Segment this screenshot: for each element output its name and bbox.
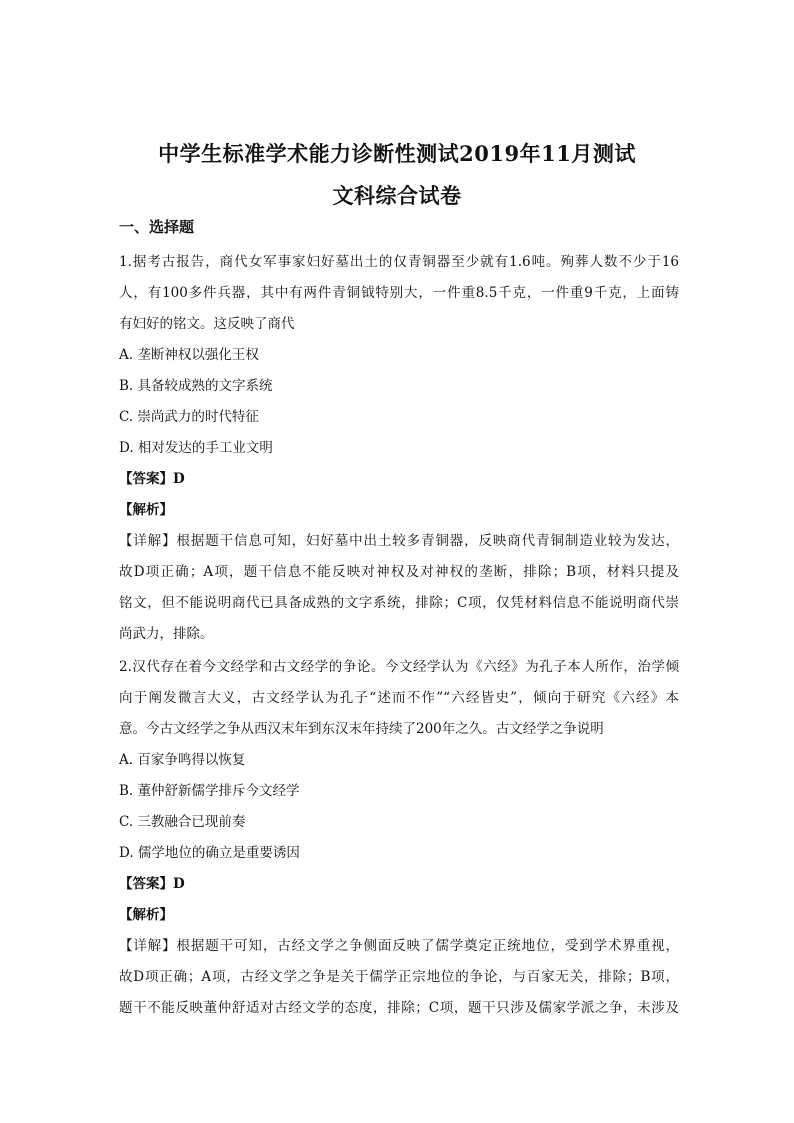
q2-detail-line: 故D项正确；A项，古经文学之争是关于儒学正宗地位的争论，与百家无关，排除；B项， — [119, 969, 679, 985]
q2-stem-line: 2.汉代存在着今文经学和古文经学的争论。今文经学认为《六经》为孔子本人所作，治学倾 — [119, 659, 679, 675]
q1-detail-line: 铭文，但不能说明商代已具备成熟的文字系统，排除；C项，仅凭材料信息不能说明商代崇 — [119, 595, 679, 611]
q1-detail-line: 【详解】根据题干信息可知，妇好墓中出土较多青铜器，反映商代青铜制造业较为发达， — [119, 533, 679, 549]
q2-stem-line: 意。今古文经学之争从西汉末年到东汉末年持续了200年之久。古文经学之争说明 — [119, 721, 604, 737]
q2-option-d: D. 儒学地位的确立是重要诱因 — [119, 845, 300, 861]
q2-stem-line: 向于阐发微言大义，古文经学认为孔子“述而不作”“六经皆史”，倾向于研究《六经》本 — [119, 690, 679, 706]
q1-detail-line: 故D项正确；A项，题干信息不能反映对神权及对神权的垄断，排除；B项，材料只提及 — [119, 564, 679, 580]
q1-stem-line: 1.据考古报告，商代女军事家妇好墓出土的仅青铜器至少就有1.6吨。殉葬人数不少于16 — [119, 254, 679, 270]
q1-option-a: A. 垄断神权以强化王权 — [119, 347, 259, 363]
q1-option-c: C. 崇尚武力的时代特征 — [119, 409, 259, 425]
q1-stem-line: 有妇好的铭文。这反映了商代 — [119, 316, 295, 332]
q2-answer: 【答案】D — [119, 876, 185, 892]
q2-detail-line: 【详解】根据题干可知，古经文学之争侧面反映了儒学奠定正统地位，受到学术界重视， — [119, 938, 679, 954]
q1-option-b: B. 具备较成熟的文字系统 — [119, 378, 273, 394]
q1-detail-line: 尚武力，排除。 — [119, 626, 214, 642]
exam-title: 中学生标准学术能力诊断性测试2019年11月测试 — [158, 141, 636, 166]
q2-option-a: A. 百家争鸣得以恢复 — [119, 752, 246, 768]
q1-stem-line: 人，有100多件兵器，其中有两件青铜钺特别大，一件重8.5千克，一件重9千克，上面铸 — [119, 285, 679, 301]
q2-analysis-label: 【解析】 — [119, 907, 173, 923]
q1-answer: 【答案】D — [119, 471, 185, 487]
q2-option-b: B. 董仲舒新儒学排斥今文经学 — [119, 783, 300, 799]
q2-detail-line: 题干不能反映董仲舒适对古经文学的态度，排除；C项，题干只涉及儒家学派之争，未涉及 — [119, 1000, 679, 1016]
exam-subtitle: 文科综合试卷 — [332, 183, 462, 208]
q2-option-c: C. 三教融合已现前奏 — [119, 814, 246, 830]
q1-analysis-label: 【解析】 — [119, 502, 173, 518]
q1-option-d: D. 相对发达的手工业文明 — [119, 440, 273, 456]
section-heading: 一、选择题 — [119, 218, 195, 236]
